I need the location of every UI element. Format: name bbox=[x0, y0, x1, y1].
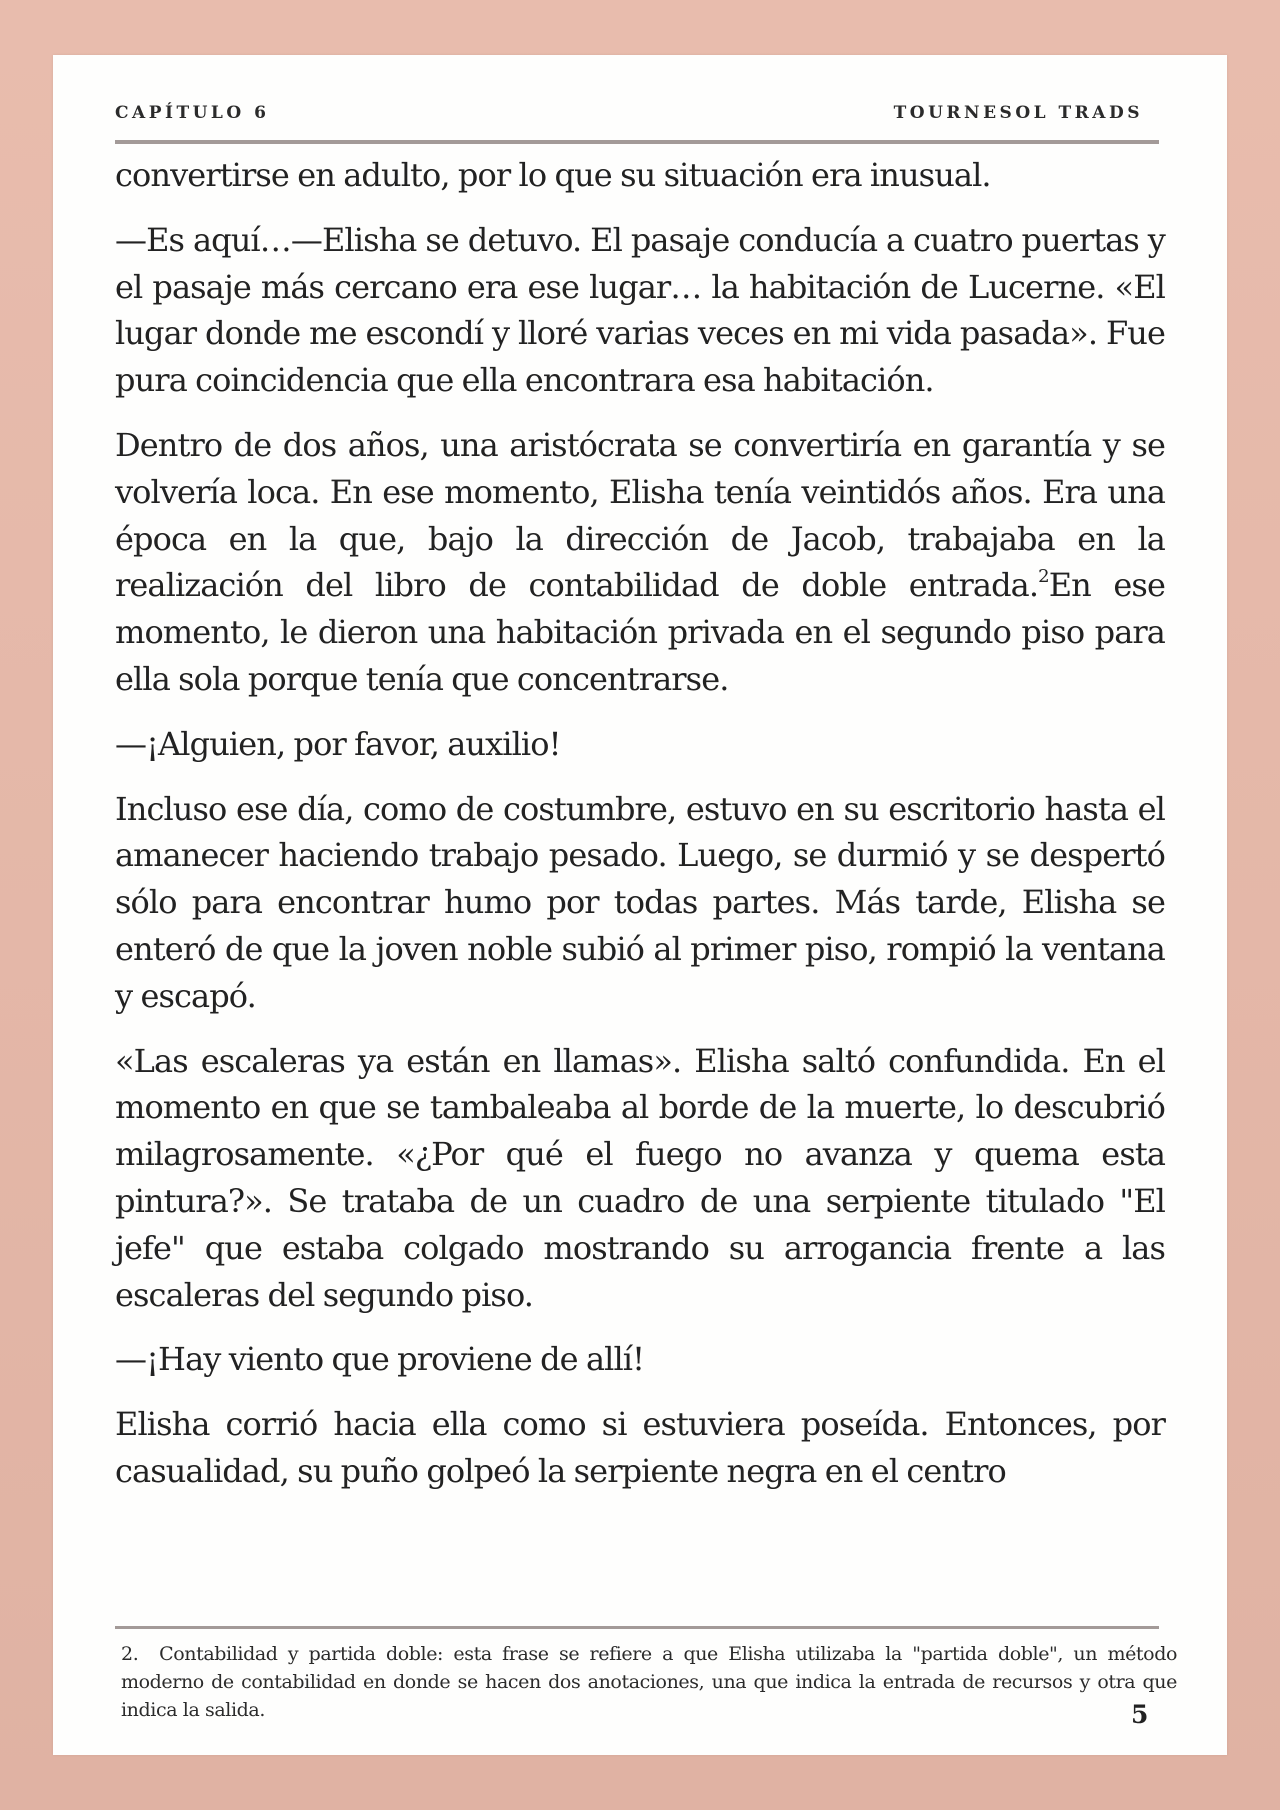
chapter-title: CAPÍTULO 6 bbox=[115, 103, 270, 123]
paragraph: convertirse en adulto, por lo que su situación era inusual. bbox=[115, 156, 991, 194]
paragraph-text: Dentro de dos años, una aristócrata se convertiría en garantía y se volvería loca. En ese momento, Elisha tenía veintidós años. Era una época en la que, bajo la dirección de Jacob, trabajaba en la realización del libro de contabilidad de doble entrada. bbox=[115, 425, 1165, 605]
header-divider bbox=[115, 140, 1159, 144]
footnote bbox=[121, 1640, 1187, 1724]
page-header bbox=[115, 103, 1159, 123]
book-page bbox=[53, 55, 1227, 1755]
paragraph: «Las escaleras ya están en llamas». Elisha saltó confundida. En el momento en que se tambaleaba al borde de la muerte, lo descubrió milagrosamente. «¿Por qué el fuego no avanza y quema esta pintura?». Se trataba de un cuadro de una serpiente titulado "El jefe" que estaba colgado mostrando su arrogancia frente a las escaleras del segundo piso. bbox=[115, 1041, 1165, 1314]
footnote-text: Contabilidad y partida doble: esta frase se refiere a que Elisha utilizaba la "partida doble", un método moderno de contabilidad en donde se hacen dos anotaciones, una que indica la entrada de recursos y otra que indica la salida. bbox=[121, 1643, 1178, 1721]
paragraph bbox=[115, 422, 1165, 703]
footnote-divider bbox=[115, 1626, 1159, 1629]
translator-credit: TOURNESOL TRADS bbox=[893, 103, 1143, 123]
page-body bbox=[115, 152, 1165, 1513]
page-number: 5 bbox=[1131, 1700, 1149, 1729]
paragraph: —¡Hay viento que proviene de allí! bbox=[115, 1340, 645, 1379]
paragraph: Elisha corrió hacia ella como si estuviera poseída. Entonces, por casualidad, su puño golpeó la serpiente negra en el centro bbox=[115, 1405, 1165, 1490]
paragraph: —¡Alguien, por favor, auxilio! bbox=[115, 724, 561, 763]
paragraph: —Es aquí…—Elisha se detuvo. El pasaje conducía a cuatro puertas y el pasaje más cercano era ese lugar… la habitación de Lucerne. «El lugar donde me escondí y lloré varias veces en mi vida pasada». Fue pura coincidencia que ella encontrara esa habitación. bbox=[115, 220, 1165, 400]
paragraph-text-continued: En ese momento, le dieron una habitación privada en el segundo piso para ella sola porque tenía que concentrarse. bbox=[115, 566, 1165, 698]
paragraph: Incluso ese día, como de costumbre, estuvo en su escritorio hasta el amanecer haciendo trabajo pesado. Luego, se durmió y se despertó sólo para encontrar humo por todas partes. Más tarde, Elisha se enteró de que la joven noble subió al primer piso, rompió la ventana y escapó. bbox=[115, 789, 1165, 1015]
footnote-number: 2. bbox=[121, 1643, 139, 1665]
footnote-marker[interactable]: 2 bbox=[1038, 566, 1049, 588]
